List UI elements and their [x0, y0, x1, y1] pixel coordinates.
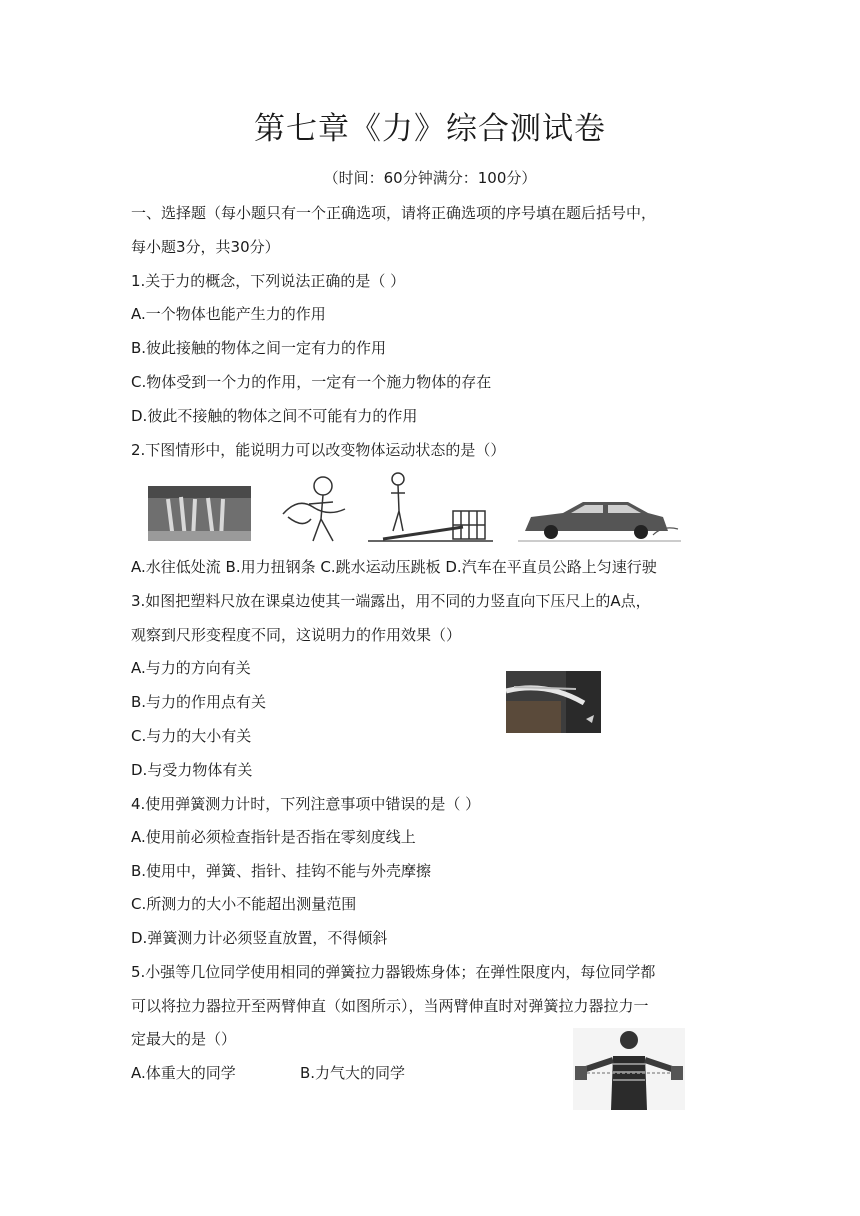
page-title: 第七章《力》综合测试卷: [254, 111, 606, 147]
question-3-stem-line-2: 观察到尺形变程度不同，这说明力的作用效果（）: [131, 626, 462, 644]
question-3-option-b: B.与力的作用点有关: [131, 693, 267, 711]
twisting-steel-bar-picture-icon: [283, 477, 345, 541]
question-4-stem: 4.使用弹簧测力计时，下列注意事项中错误的是（ ）: [131, 795, 481, 813]
question-4-option-b: B.使用中，弹簧、指针、挂钩不能与外壳摩擦: [131, 862, 432, 880]
question-1-stem: 1.关于力的概念，下列说法正确的是（ ）: [131, 272, 406, 290]
question-1-option-c: C.物体受到一个力的作用，一定有一个施力物体的存在: [131, 373, 492, 391]
question-3-stem-line-1: 3.如图把塑料尺放在课桌边使其一端露出，用不同的力竖直向下压尺上的A点，: [131, 592, 651, 610]
question-2-options: A.水往低处流 B.用力扭钢条 C.跳水运动压跳板 D.汽车在平直员公路上匀速行驶: [131, 558, 657, 576]
waterfall-picture-icon: [148, 486, 251, 541]
question-5-stem-line-3: 定最大的是（）: [131, 1030, 237, 1048]
diving-board-picture-icon: [368, 473, 493, 541]
question-4-option-d: D.弹簧测力计必须竖直放置，不得倾斜: [131, 929, 388, 947]
exam-info: （时间：60分钟满分：100分）: [323, 169, 537, 187]
question-5-stem-line-1: 5.小强等几位同学使用相同的弹簧拉力器锻炼身体；在弹性限度内，每位同学都: [131, 963, 656, 981]
question-5-stem-line-2: 可以将拉力器拉开至两臂伸直（如图所示），当两臂伸直时对弹簧拉力器拉力一: [131, 997, 649, 1015]
question-4-option-a: A.使用前必须检查指针是否指在零刻度线上: [131, 828, 416, 846]
car-picture-icon: [518, 502, 681, 541]
question-5-option-b: B.力气大的同学: [300, 1064, 406, 1082]
question-1-option-d: D.彼此不接触的物体之间不可能有力的作用: [131, 407, 418, 425]
question-1-option-b: B.彼此接触的物体之间一定有力的作用: [131, 339, 387, 357]
question-3-option-a: A.与力的方向有关: [131, 659, 251, 677]
question-2-stem: 2.下图情形中，能说明力可以改变物体运动状态的是（）: [131, 441, 506, 459]
question-2-figure-strip: [133, 469, 681, 544]
question-1-option-a: A.一个物体也能产生力的作用: [131, 305, 326, 323]
spring-exerciser-picture-icon: [573, 1028, 685, 1110]
question-3-option-d: D.与受力物体有关: [131, 761, 253, 779]
section-heading-line-1: 一、选择题（每小题只有一个正确选项，请将正确选项的序号填在题后括号中，: [131, 204, 657, 222]
question-5-option-a: A.体重大的同学: [131, 1064, 236, 1082]
question-3-option-c: C.与力的大小有关: [131, 727, 252, 745]
section-heading-line-2: 每小题3分，共30分）: [131, 238, 280, 256]
question-4-option-c: C.所测力的大小不能超出测量范围: [131, 895, 357, 913]
ruler-on-desk-picture-icon: [506, 671, 601, 733]
